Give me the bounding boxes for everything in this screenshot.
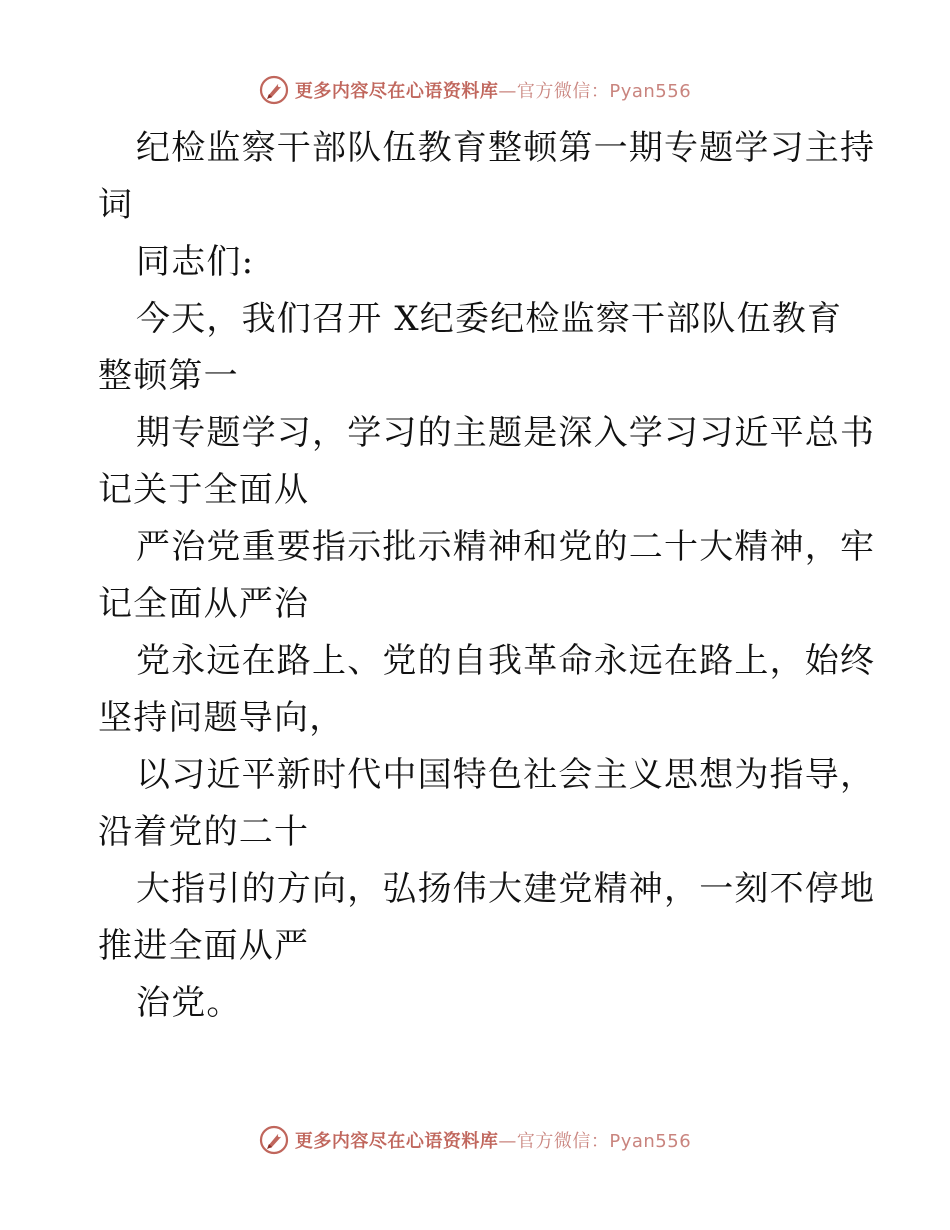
pen-nib-logo-icon [259,1125,289,1155]
document-line: 期专题学习，学习的主题是深入学习习近平总书 [136,413,876,453]
footer-watermark [0,1120,950,1160]
document-line: 坚持问题导向， [98,698,345,738]
document-line: 今天，我们召开 X纪委纪检监察干部队伍教育 [136,299,843,339]
watermark-text: 更多内容尽在心语资料库—官方微信：Pyan556 [294,1131,692,1152]
document-line: 词 [98,185,134,225]
document-line: 纪检监察干部队伍教育整顿第一期专题学习主持 [136,128,876,168]
document-body [98,120,876,1032]
document-line: 大指引的方向，弘扬伟大建党精神，一刻不停地 [136,869,876,909]
document-line: 沿着党的二十 [98,812,310,852]
pen-nib-logo-icon [259,75,289,105]
document-line: 以习近平新时代中国特色社会主义思想为指导， [136,755,876,795]
header-watermark [0,70,950,110]
document-line: 推进全面从严 [98,926,310,966]
document-line: 治党。 [136,983,242,1023]
document-line: 同志们: [136,242,255,282]
document-line: 党永远在路上、党的自我革命永远在路上，始终 [136,641,876,681]
document-line: 记全面从严治 [98,584,310,624]
document-line: 严治党重要指示批示精神和党的二十大精神，牢 [136,527,876,567]
document-line: 整顿第一 [98,356,239,396]
document-line: 记关于全面从 [98,470,310,510]
watermark-text: 更多内容尽在心语资料库—官方微信：Pyan556 [294,81,692,102]
